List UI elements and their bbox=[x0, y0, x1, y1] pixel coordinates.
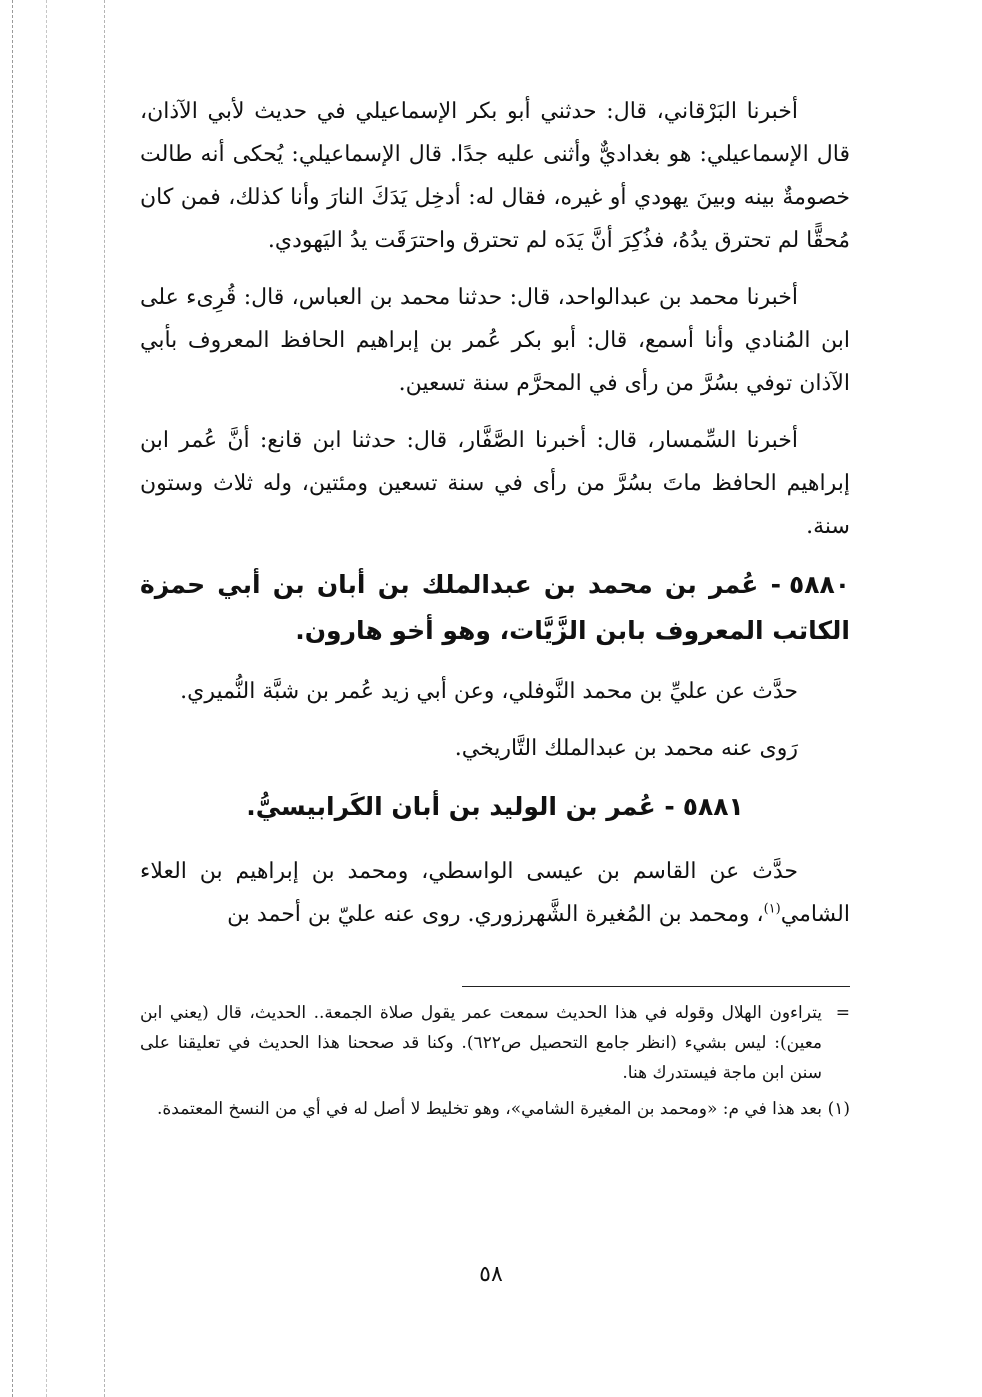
paragraph-barqani: أخبرنا البَرْقاني، قال: حدثني أبو بكر الإسماعيلي في حديث لأبي الآذان، قال الإسماعيلي: هو بغداديٌّ وأثنى عليه جدًا. قال الإسماعيلي: يُحكى أنه طالت خصومةٌ بينه وبينَ يهودي أو غيره، فقال له: أدخِل يَدَكَ النارَ وأنا كذلك، فمن كان مُحقًّا لم تحترق يدُهُ، فذُكِرَ أنَّ يَدَه لم تحترق واحترَقَت يدُ اليَهودي. bbox=[140, 99, 850, 253]
page-body bbox=[140, 90, 850, 950]
footnote-text: بعد هذا في م: «ومحمد بن المغيرة الشامي»، وهو تخليط لا أصل له في أي من النسخ المعتمدة. bbox=[156, 1099, 822, 1119]
footnote-marker: (١) bbox=[827, 1099, 850, 1119]
footnote-continued bbox=[140, 998, 850, 1088]
footnote-divider bbox=[462, 986, 850, 987]
scan-edge-line bbox=[104, 0, 105, 1397]
footnote-marker: = bbox=[835, 1003, 850, 1023]
entry-5881-text-cont: ، ومحمد بن المُغيرة الشَّهرزوري. روى عنه عليّ بن أحمد بن bbox=[227, 902, 764, 927]
entry-5881-heading bbox=[140, 784, 850, 830]
entry-5881-text: حدَّث عن القاسم بن عيسى الواسطي، ومحمد بن إبراهيم بن العلاء الشامي bbox=[140, 859, 850, 927]
entry-5880-body: حدَّث عن عليِّ بن محمد النَّوفلي، وعن أبي زيد عُمر بن شبَّة النُّميري. bbox=[180, 679, 798, 704]
footnote-reference: (١) bbox=[763, 901, 781, 917]
entry-5881-body bbox=[140, 850, 850, 936]
entry-5880-heading bbox=[140, 562, 850, 654]
footnote-1 bbox=[140, 1094, 850, 1124]
entry-number: ٥٨٨٠ bbox=[788, 570, 850, 599]
scan-edge-line bbox=[46, 0, 47, 1397]
page-number: ٥٨ bbox=[479, 1262, 503, 1287]
entry-number: ٥٨٨١ bbox=[682, 792, 744, 821]
entry-title: - عُمر بن الوليد بن أبان الكَرابيسيُّ. bbox=[246, 792, 675, 821]
scan-edge-line bbox=[12, 0, 13, 1397]
paragraph-simsar: أخبرنا السِّمسار، قال: أخبرنا الصَّفَّار، قال: حدثنا ابن قانع: أنَّ عُمر ابن إبراهيم الحافظ ماتَ بسُرَّ من رأى في سنة تسعين ومئتين، وله ثلاث وستون سنة. bbox=[140, 428, 850, 539]
entry-title: - عُمر بن محمد بن عبدالملك بن أبان بن أبي حمزة الكاتب المعروف بابن الزَّيَّات، وهو أخو هارون. bbox=[140, 570, 850, 645]
paragraph-ibn-abdulwahid: أخبرنا محمد بن عبدالواحد، قال: حدثنا محمد بن العباس، قال: قُرِىء على ابن المُنادي وأنا أسمع، قال: أبو بكر عُمر بن إبراهيم الحافظ المعروف بأبي الآذان توفي بسُرَّ من رأى في المحرَّم سنة تسعين. bbox=[140, 285, 850, 396]
footnotes bbox=[140, 998, 850, 1130]
entry-5880-narrator: رَوى عنه محمد بن عبدالملك التَّاريخي. bbox=[454, 736, 798, 761]
footnote-text: يتراءون الهلال وقوله في هذا الحديث سمعت عمر يقول صلاة الجمعة.. الحديث، قال (يعني ابن معين): ليس بشيء (انظر جامع التحصيل ص٦٢٢). وكنا قد صححنا هذا الحديث في تعليقنا على سنن ابن ماجة فيستدرك هنا. bbox=[140, 1003, 823, 1083]
